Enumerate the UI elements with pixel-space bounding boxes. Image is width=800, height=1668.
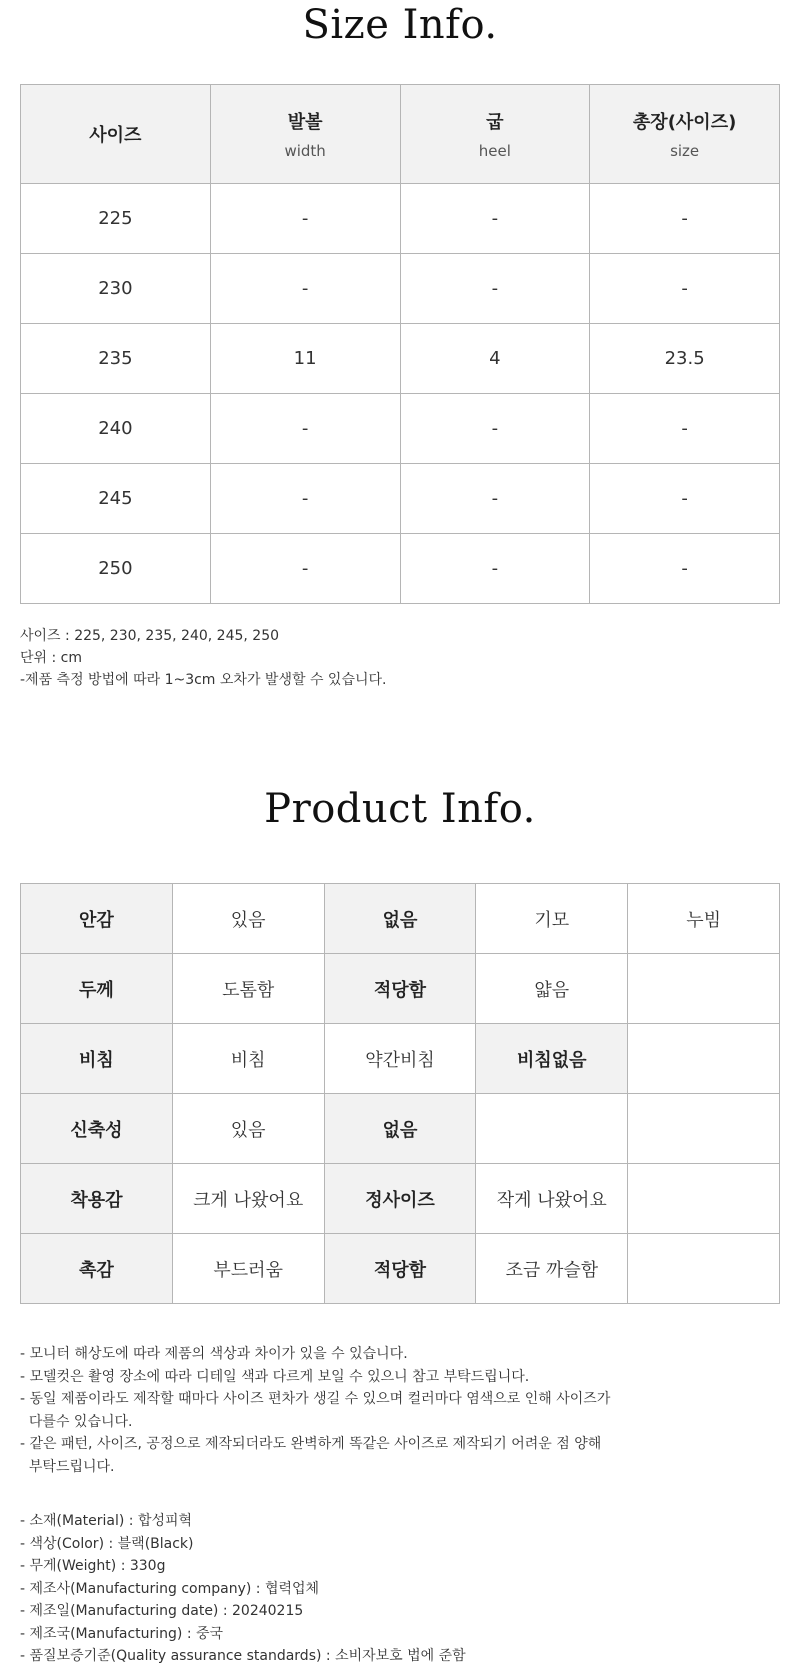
product-option [476,1094,628,1164]
size-cell: 235 [21,324,211,394]
width-header-sub: width [284,142,326,160]
size-cell: 250 [21,534,211,604]
length-header-sub: size [670,142,700,160]
product-option [628,1234,780,1304]
product-attribute-label: 비침 [21,1024,173,1094]
heel-cell: - [400,254,590,324]
origin-spec: - 제조국(Manufacturing) : 중국 [20,1625,224,1642]
tolerance-note: -제품 측정 방법에 따라 1~3cm 오차가 발생할 수 있습니다. [20,672,387,688]
product-option [628,1094,780,1164]
size-cell: 245 [21,464,211,534]
width-cell: 11 [210,324,400,394]
size-info-title: Size Info. [302,2,498,48]
width-header-cell [210,85,400,184]
length-cell: - [590,254,780,324]
size-header-label: 사이즈 [89,125,142,146]
product-option: 크게 나왔어요 [172,1164,324,1234]
heel-cell: - [400,184,590,254]
product-info-title: Product Info. [264,786,536,832]
product-row [21,1234,780,1304]
note-line: - 모델컷은 촬영 장소에 따라 디테일 색과 다르게 보일 수 있으니 참고 부탁드립니다. [20,1368,530,1385]
product-attribute-label: 신축성 [21,1094,173,1164]
product-row [21,1094,780,1164]
size-row [21,184,780,254]
note-line: 부탁드립니다. [20,1458,115,1475]
size-row [21,254,780,324]
size-table-header-row [21,85,780,184]
product-option: 약간비침 [324,1024,476,1094]
product-option: 도톰함 [172,954,324,1024]
size-row [21,534,780,604]
product-option: 조금 까슬함 [476,1234,628,1304]
product-option [628,954,780,1024]
product-option-selected: 적당함 [324,1234,476,1304]
product-table [20,883,780,1304]
width-header-label: 발볼 [287,112,323,133]
product-option-selected: 비침없음 [476,1024,628,1094]
product-attribute-label: 두께 [21,954,173,1024]
quality-standard-spec: - 품질보증기준(Quality assurance standards) : 소비자보호 법에 준함 [20,1648,466,1664]
size-row [21,324,780,394]
product-row [21,1164,780,1234]
product-option: 작게 나왔어요 [476,1164,628,1234]
product-option: 누빔 [628,884,780,954]
material-spec: - 소재(Material) : 합성피혁 [20,1513,193,1529]
product-option-selected: 정사이즈 [324,1164,476,1234]
width-cell: - [210,464,400,534]
weight-spec: - 무게(Weight) : 330g [20,1558,166,1574]
general-notes [20,1343,610,1478]
heel-header-sub: heel [478,142,511,160]
length-cell: - [590,464,780,534]
length-header-cell [590,85,780,184]
length-cell: 23.5 [590,324,780,394]
heel-cell: - [400,464,590,534]
product-option: 있음 [172,1094,324,1164]
width-cell: - [210,254,400,324]
product-option: 부드러움 [172,1234,324,1304]
product-attribute-label: 촉감 [21,1234,173,1304]
product-row [21,954,780,1024]
product-option-selected: 없음 [324,1094,476,1164]
size-list-note: 사이즈 : 225, 230, 235, 240, 245, 250 [20,628,280,644]
size-row [21,394,780,464]
heel-cell: 4 [400,324,590,394]
spec-notes [20,1510,466,1668]
heel-header-label: 굽 [486,112,504,133]
product-option-selected: 적당함 [324,954,476,1024]
length-cell: - [590,534,780,604]
size-row [21,464,780,534]
size-table [20,84,780,604]
product-option [628,1024,780,1094]
product-option [628,1164,780,1234]
unit-note: 단위 : cm [20,650,83,666]
note-line: - 모니터 해상도에 따라 제품의 색상과 차이가 있을 수 있습니다. [20,1346,408,1362]
product-option: 비침 [172,1024,324,1094]
size-notes [20,625,386,691]
product-attribute-label: 착용감 [21,1164,173,1234]
heel-header-cell [400,85,590,184]
product-option: 얇음 [476,954,628,1024]
size-cell: 225 [21,184,211,254]
note-line: - 동일 제품이라도 제작할 때마다 사이즈 편차가 생길 수 있으며 컬러마다 염색으로 인해 사이즈가 [20,1391,611,1407]
product-row [21,884,780,954]
length-cell: - [590,394,780,464]
size-header-cell [21,85,211,184]
size-cell: 230 [21,254,211,324]
color-spec: - 색상(Color) : 블랙(Black) [20,1535,194,1552]
width-cell: - [210,184,400,254]
product-option: 있음 [172,884,324,954]
size-cell: 240 [21,394,211,464]
manufacturer-spec: - 제조사(Manufacturing company) : 협력업체 [20,1580,320,1597]
note-line: - 같은 패턴, 사이즈, 공정으로 제작되더라도 완벽하게 똑같은 사이즈로 제작되기 어려운 점 양해 [20,1436,602,1452]
manufacturing-date-spec: - 제조일(Manufacturing date) : 20240215 [20,1603,304,1619]
width-cell: - [210,394,400,464]
note-line: 다를수 있습니다. [20,1413,133,1430]
product-option-selected: 없음 [324,884,476,954]
product-option: 기모 [476,884,628,954]
length-cell: - [590,184,780,254]
heel-cell: - [400,534,590,604]
width-cell: - [210,534,400,604]
heel-cell: - [400,394,590,464]
length-header-label: 총장(사이즈) [632,112,737,133]
product-row [21,1024,780,1094]
product-attribute-label: 안감 [21,884,173,954]
